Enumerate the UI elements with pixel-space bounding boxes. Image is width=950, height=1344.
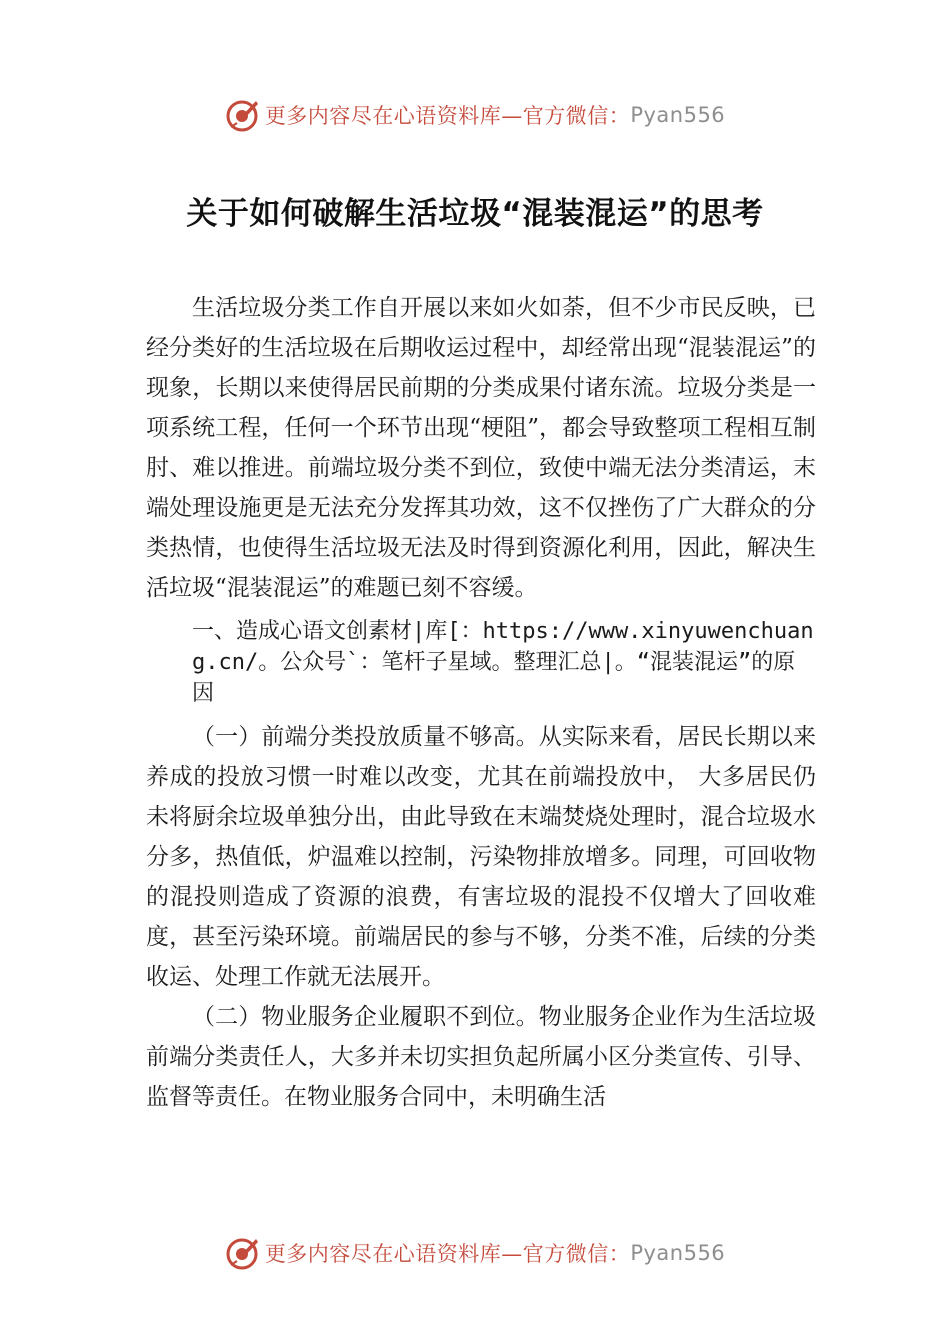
header-wechat-id: Pyan556 <box>630 103 726 127</box>
document-body <box>146 288 816 1117</box>
cause-paragraph-2: （二）物业服务企业履职不到位。物业服务企业作为生活垃圾前端分类责任人，大多并未切实担负起所属小区分类宣传、引导、监督等责任。在物业服务合同中，未明确生活 <box>146 1004 816 1110</box>
document-title: 关于如何破解生活垃圾“混装混运”的思考 <box>186 196 764 232</box>
footer-banner-text: 更多内容尽在心语资料库—官方微信： <box>264 1242 631 1266</box>
cause-paragraph-1: （一）前端分类投放质量不够高。从实际来看，居民长期以来养成的投放习惯一时难以改变，尤其在前端投放中， 大多居民仍未将厨余垃圾单独分出，由此导致在末端焚烧处理时，混合垃圾水分多，热值低，炉温难以控制，污染物排放增多。同理，可回收物的混投则造成了资源的浪费，有害垃圾的混投不仅增大了回收难度，甚至污染环境。前端居民的参与不够，分类不准，后续的分类收运、处理工作就无法展开。 <box>146 724 816 990</box>
footer-wechat-id: Pyan556 <box>630 1241 726 1265</box>
footer-banner <box>0 1231 950 1275</box>
header-banner <box>0 93 950 137</box>
section-heading: 一、造成心语文创素材|库[：https://www.xinyuwenchuang.cn/。公众号`：笔杆子星域。整理汇总|。“混装混运”的原因 <box>192 619 814 706</box>
quill-pen-logo-icon <box>225 1235 261 1271</box>
quill-pen-logo-icon <box>225 97 261 133</box>
header-banner-text: 更多内容尽在心语资料库—官方微信： <box>264 104 631 128</box>
intro-paragraph: 生活垃圾分类工作自开展以来如火如荼，但不少市民反映，已经分类好的生活垃圾在后期收运过程中，却经常出现“混装混运”的现象，长期以来使得居民前期的分类成果付诸东流。垃圾分类是一项系统工程，任何一个环节出现“梗阻”，都会导致整项工程相互制肘、难以推进。前端垃圾分类不到位，致使中端无法分类清运，末端处理设施更是无法充分发挥其功效，这不仅挫伤了广大群众的分类热情，也使得生活垃圾无法及时得到资源化利用，因此，解决生活垃圾“混装混运”的难题已刻不容缓。 <box>146 295 816 601</box>
